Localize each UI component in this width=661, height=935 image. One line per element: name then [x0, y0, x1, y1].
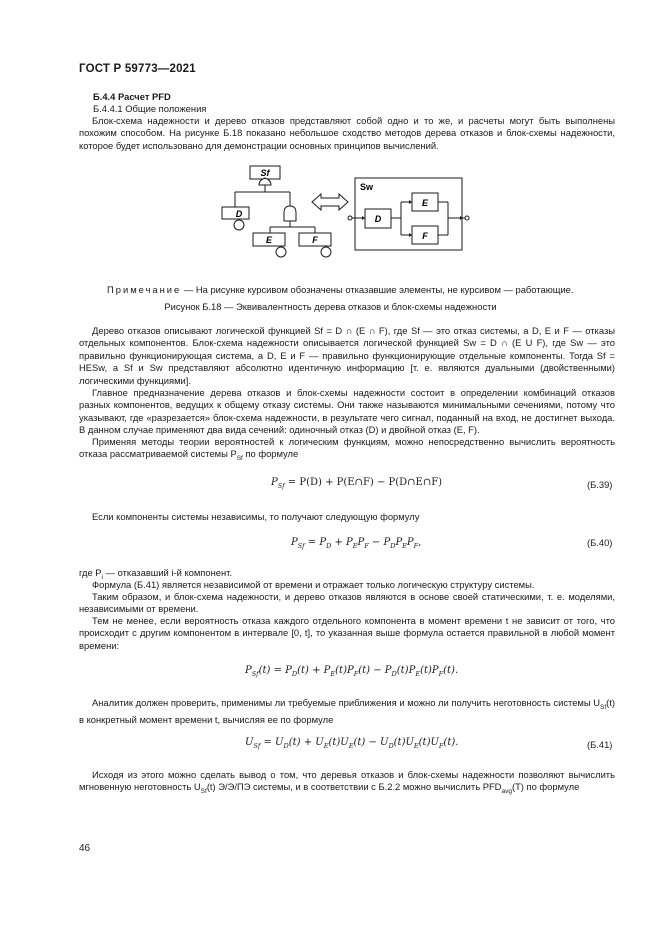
paragraph-time-independent: Формула (Б.41) является независимой от времени и отражает только логическую структуру системы. [92, 579, 535, 590]
document-header: ГОСТ Р 59773—2021 [79, 63, 196, 75]
figure-caption: Рисунок Б.18 — Эквивалентность дерева отказов и блок-схемы надежности [164, 301, 497, 312]
para4-text: Применяя методы теории вероятностей к логическим функциям, можно непосредственно вычислить вероятность отказа рассматриваемой системы P [79, 436, 615, 460]
tree-f-basic-event-icon [321, 247, 331, 257]
equation-b39-rhs: P(D) + P(E∩F) − P(D∩E∩F) [299, 477, 443, 488]
para4-tail: по формуле [242, 448, 299, 460]
rbd-title-label: Sw [360, 182, 374, 192]
para11-text-a: Исходя из этого можно сделать вывод о том, что деревья отказов и блок-схемы надежности позволяют вычислить мгновенную неготовность U [79, 769, 615, 793]
figure-note [107, 284, 607, 295]
rbd-e-label: E [421, 198, 429, 208]
section-title: Б.4.4 Расчет PFD [93, 91, 171, 102]
para6-sub: i [101, 573, 103, 581]
rbd-input-icon [348, 216, 352, 220]
paragraph-nevertheless: Тем не менее, если вероятность отказа каждого отдельного компонента в момент времени t не зависит от того, что происходит с другим компонентом в интервале [0, t], то указанная выше формула остается правильной в любой момент времени: [79, 615, 615, 651]
para10-text-a: Аналитик должен проверить, применимы ли требуемые приближения и можно ли получить неготовность системы U [92, 697, 600, 708]
note-text: — На рисунке курсивом обозначены отказавшие элементы, не курсивом — работающие. [181, 284, 574, 295]
equation-b40: $P_{Sf} = P_D + P_EP_F - P_DP_EP_F$, [291, 537, 422, 550]
tree-e-basic-event-icon [276, 247, 286, 257]
para11-sub: Sf [200, 788, 207, 796]
paragraph-conclusion [79, 769, 615, 799]
subsection-title: Б.4.4.1 Общие положения [93, 103, 207, 114]
equation-b39: $P_{Sf} = P(D)$ + P(E∩F) − P(D∩E∩F) [271, 477, 443, 490]
paragraph-analyst [79, 697, 615, 727]
note-label: Примечание [107, 284, 182, 295]
equation-b41-number: (Б.41) [587, 739, 613, 750]
paragraph-static-models: Таким образом, и блок-схема надежности, и дерево отказов являются в основе своей статическими, т. е. моделями, независимыми от времени. [79, 591, 615, 615]
para11-sub2: avg [501, 788, 512, 796]
equation-b41: $U_{Sf} = U_D(t) + U_E(t)U_E(t) - U_D(t)U_E(t)U_F(t)$. [245, 737, 459, 750]
rbd-f-label: F [422, 231, 428, 241]
paragraph-probability [79, 436, 615, 466]
paragraph-logic-functions: Дерево отказов описывают логической функцией Sf = D ∩ (E ∩ F), где Sf — это отказ системы, а D, E и F — отказы отдельных компонентов. Блок-схема надежности описывается логической функцией Sw = D ∩ (E U F), где Sw — это правильно функционирующая система, а D, E и F — правильно функционирующие отдельные компоненты. Тогда Sf = HESw, а Sf и Sw представляют абсолютно идентичную информацию [т. е. являются дуальными (двойственными) логическими функциями]. [79, 325, 615, 386]
equation-psf-t: $P_{Sf}(t) = P_D(t) + P_E(t)P_F(t) - P_D(t)P_E(t)P_F(t)$. [245, 665, 459, 678]
rbd-output-icon [465, 216, 469, 220]
para6-tail: — отказавший i-й компонент. [103, 567, 233, 578]
equation-b40-number: (Б.40) [587, 537, 613, 548]
rbd-d-label: D [374, 214, 382, 224]
tree-d-label: D [235, 209, 243, 219]
tree-top-label: Sf [260, 168, 270, 178]
equation-b39-number: (Б.39) [587, 479, 613, 490]
para11-text-c: (T) по формуле [511, 781, 580, 793]
and-gate-icon [284, 206, 296, 221]
equivalence-arrow-icon [312, 194, 348, 210]
paragraph-min-cut-sets: Главное предназначение дерева отказов и блок-схемы надежности состоит в определении комбинаций отказов разных компонентов, ведущих к общему отказу системы. Они также называются минимальными сечениями, потому что указывают, где «разрезается» блок-схема надежности, в результате чего сигнал, поданный на вход, не достигнет выхода. В данном случае применяют два вида сечений: одиночный отказ (D) и двойной отказ (E, F). [79, 387, 615, 436]
tree-f-label: F [312, 235, 318, 245]
paragraph-independent: Если компоненты системы независимы, то получают следующую формулу [92, 511, 420, 522]
para11-text-b: (t) Э/Э/ПЭ системы, и в соответствии с Б.2.2 можно вычислить PFD [206, 781, 502, 793]
page-number: 46 [79, 843, 91, 854]
tree-e-label: E [265, 235, 273, 245]
para10-text-b: (t) в конкретный момент времени t, вычисляя ее по формуле [79, 697, 615, 726]
para4-sub: Sf [236, 455, 243, 463]
para10-sub: Sf [599, 703, 607, 711]
figure-fault-tree-rbd [215, 158, 475, 258]
tree-d-basic-event-icon [234, 220, 244, 230]
paragraph-intro: Блок-схема надежности и дерево отказов представляют собой одно и то же, и расчеты могут быть выполнены похожим способом. На рисунке Б.18 показано небольшое сходство методов дерева отказов и блок-схемы надежности, которое будет использовано для демонстрации основных принципов вычислений. [79, 115, 615, 151]
para6-text: где P [79, 567, 102, 578]
